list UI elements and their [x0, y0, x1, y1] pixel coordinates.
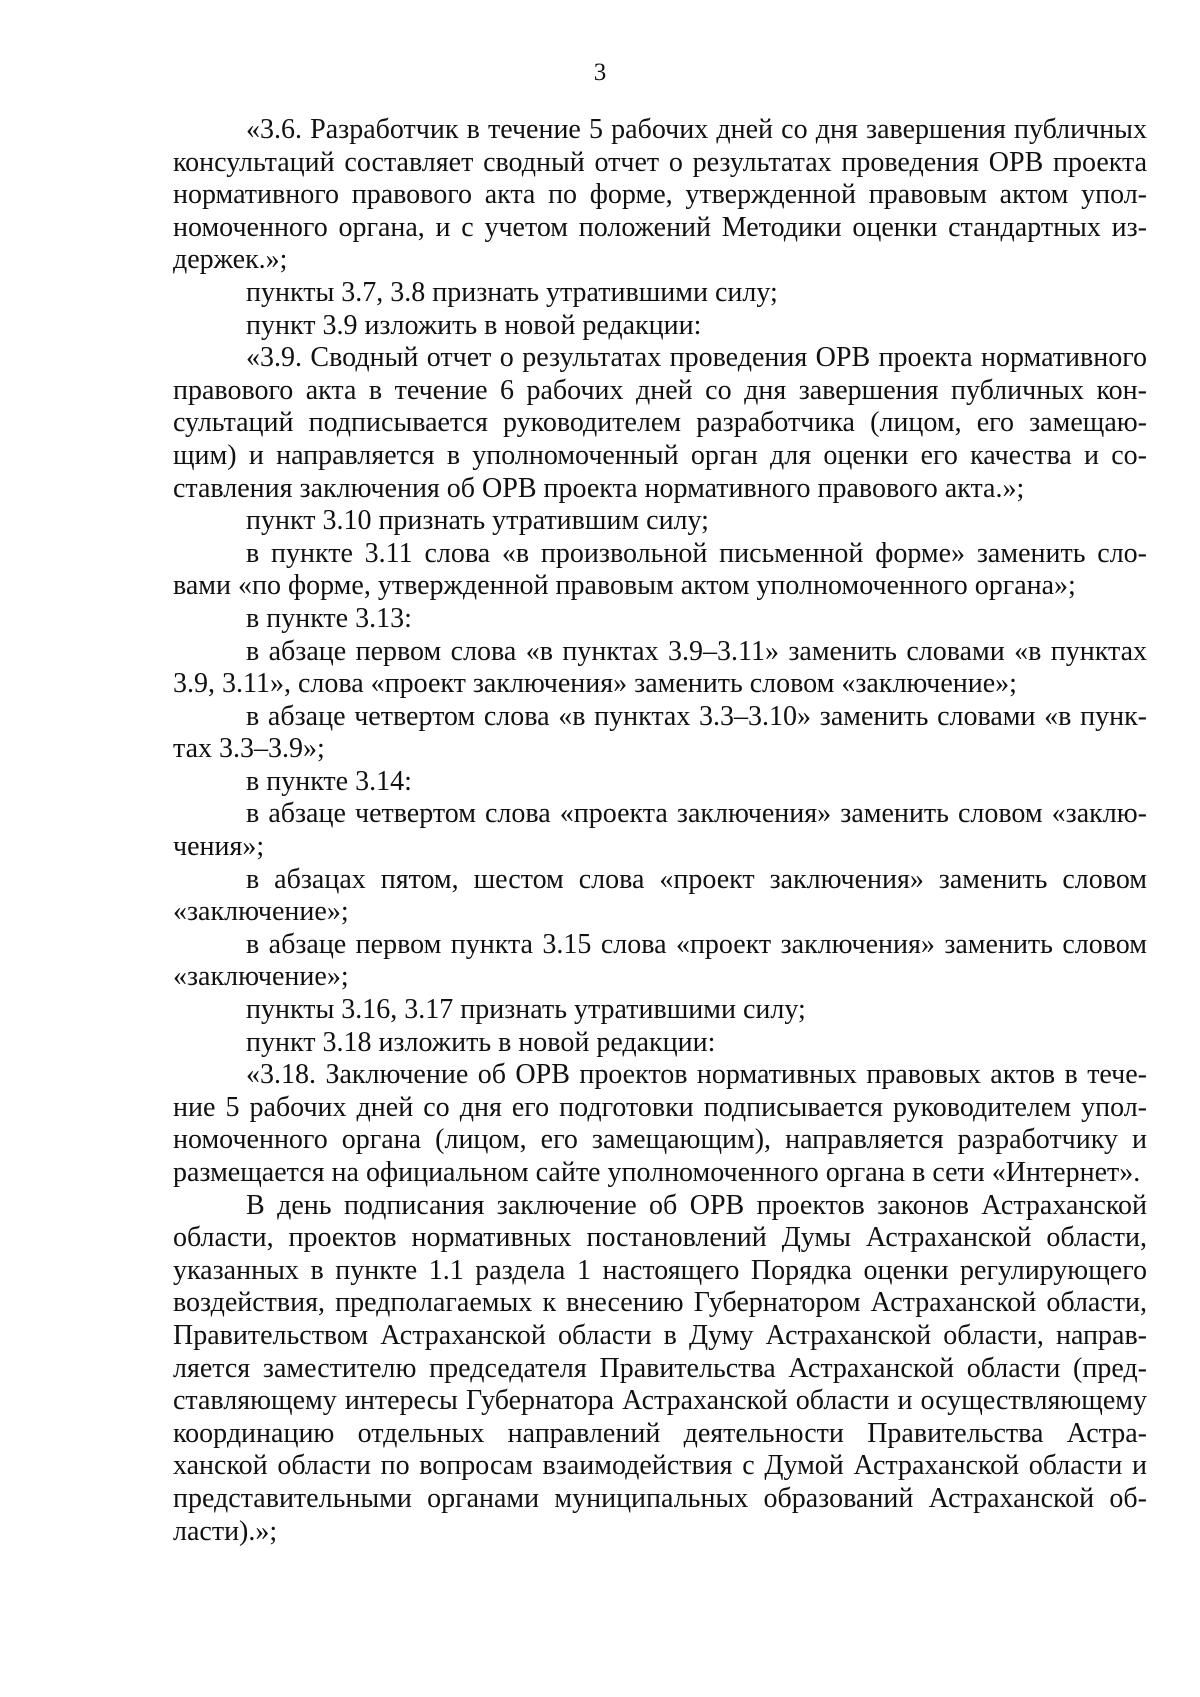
paragraph-amend-3-11: в пункте 3.11 слова «в произвольной письменной форме» заменить словами «по форме, утвержденной правовым актом уполномоченного органа»;: [173, 537, 1147, 602]
paragraph-repeal-3-7-3-8: пункты 3.7, 3.8 признать утратившими силу;: [246, 276, 778, 308]
paragraph-3-18: «3.18. Заключение об ОРВ проектов нормативных правовых актов в течение 5 рабочих дней со дня его подготовки подписывается руководителем уполномоченного органа (лицом, его замещающим), направляется разработчику и размещается на официальном сайте уполномоченного органа в сети «Интернет».: [173, 1059, 1147, 1188]
paragraph-3-6: «3.6. Разработчик в течение 5 рабочих дней со дня завершения публичных консультаций составляет сводный отчет о результатах проведения ОРВ проекта нормативного правового акта по форме, утвержденной правовым актом уполномоченного органа, и с учетом положений Методики оценки стандартных издержек.»;: [173, 114, 1147, 276]
paragraph-restate-3-18: пункт 3.18 изложить в новой редакции:: [246, 1026, 716, 1058]
paragraph-amend-3-14-abz-4: в абзаце четвертом слова «проекта заключения» заменить словом «заключения»;: [173, 798, 1147, 863]
paragraph-restate-3-9: пункт 3.9 изложить в новой редакции:: [246, 309, 702, 341]
paragraph-amend-3-14-abz-5-6: в абзацах пятом, шестом слова «проект заключения» заменить словом «заключение»;: [173, 863, 1147, 928]
paragraph-amend-3-15: в абзаце первом пункта 3.15 слова «проект заключения» заменить словом «заключение»;: [173, 928, 1147, 993]
paragraph-3-9: «3.9. Сводный отчет о результатах проведения ОРВ проекта нормативного правового акта в течение 6 рабочих дней со дня завершения публичных консультаций подписывается руководителем разработчика (лицом, его замещающим) и направляется в уполномоченный орган для оценки его качества и составления заключения об ОРВ проекта нормативного правового акта.»;: [173, 342, 1147, 504]
page-number: 3: [593, 59, 607, 86]
document-body: [173, 114, 1147, 1548]
paragraph-repeal-3-16-3-17: пункты 3.16, 3.17 признать утратившими силу;: [246, 994, 806, 1026]
paragraph-amend-3-13: в пункте 3.13:: [246, 602, 412, 634]
paragraph-repeal-3-10: пункт 3.10 признать утратившим силу;: [246, 505, 709, 537]
paragraph-amend-3-13-abz-4: в абзаце четвертом слова «в пунктах 3.3–3.10» заменить словами «в пунктах 3.3–3.9»;: [173, 700, 1147, 765]
paragraph-3-18-abz-2: В день подписания заключение об ОРВ проектов законов Астраханской области, проектов нормативных постановлений Думы Астраханской области, указанных в пункте 1.1 раздела 1 настоящего Порядка оценки регулирующего воздействия, предполагаемых к внесению Губернатором Астраханской области, Правительством Астраханской области в Думу Астраханской области, направляется заместителю председателя Правительства Астраханской области (представляющему интересы Губернатора Астраханской области и осуществляющему координацию отдельных направлений деятельности Правительства Астраханской области по вопросам взаимодействия с Думой Астраханской области и представительными органами муниципальных образований Астраханской области).»;: [173, 1189, 1147, 1547]
paragraph-amend-3-13-abz-1: в абзаце первом слова «в пунктах 3.9–3.11» заменить словами «в пунктах 3.9, 3.11», слова «проект заключения» заменить словом «заключение»;: [173, 635, 1147, 700]
paragraph-amend-3-14: в пункте 3.14:: [246, 765, 412, 797]
